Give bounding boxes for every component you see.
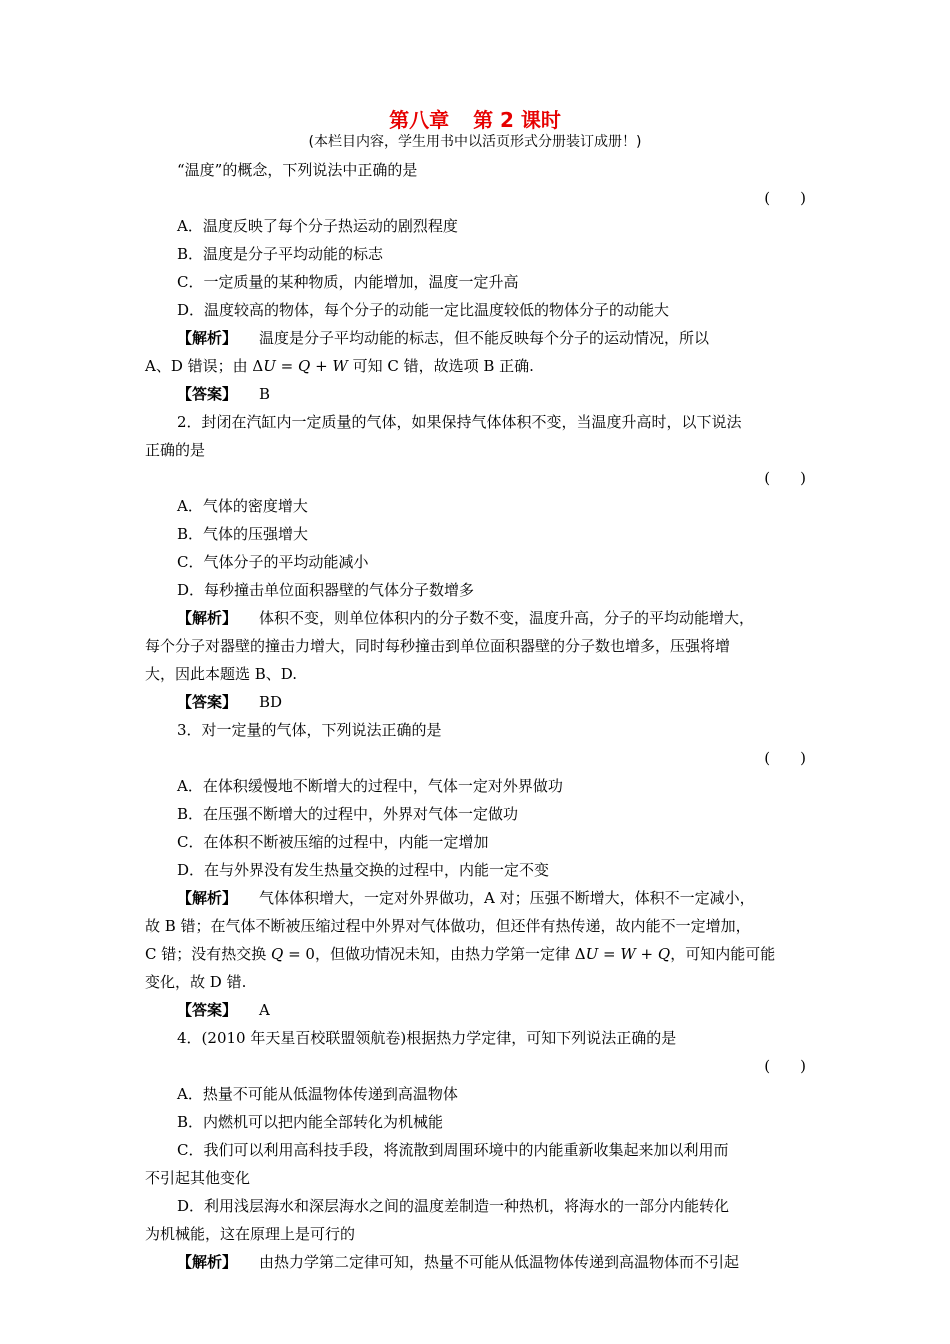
q3-option-b: B．在压强不断增大的过程中，外界对气体一定做功	[177, 805, 519, 823]
q2-answer-label: 【答案】	[177, 693, 238, 711]
q3-analysis-line4: 变化，故 D 错.	[145, 973, 247, 991]
q1-analysis	[145, 324, 810, 352]
q1-answer-label: 【答案】	[177, 385, 238, 403]
q2-option-d: D．每秒撞击单位面积器壁的气体分子数增多	[177, 581, 475, 599]
q3-option-c: C．在体积不断被压缩的过程中，内能一定增加	[177, 833, 489, 851]
q4-stem: 4．(2010 年天星百校联盟领航卷)根据热力学定律，可知下列说法正确的是	[177, 1029, 677, 1047]
q2-answer-value: BD	[259, 693, 283, 711]
q3-analysis	[145, 884, 810, 912]
page-title	[0, 104, 950, 133]
q3-option-a: A．在体积缓慢地不断增大的过程中，气体一定对外界做功	[177, 777, 563, 795]
q4-analysis-line1: 由热力学第二定律可知，热量不可能从低温物体传递到高温物体而不引起	[259, 1253, 740, 1271]
q3-analysis-label: 【解析】	[177, 889, 238, 907]
q4-answer-paren: ( )	[764, 1057, 806, 1075]
q2-option-a: A．气体的密度增大	[177, 497, 308, 515]
q1-analysis-line1: 温度是分子平均动能的标志，但不能反映每个分子的运动情况，所以	[259, 329, 710, 347]
q1-answer-value: B	[259, 385, 271, 403]
q2-analysis-line1: 体积不变，则单位体积内的分子数不变，温度升高，分子的平均动能增大，	[259, 609, 755, 627]
q3-answer-label: 【答案】	[177, 1001, 238, 1019]
q2-analysis-line3: 大，因此本题选 B、D.	[145, 665, 298, 683]
q4-analysis	[145, 1248, 810, 1276]
q4-option-d-line2: 为机械能，这在原理上是可行的	[145, 1225, 356, 1243]
q4-option-b: B．内燃机可以把内能全部转化为机械能	[177, 1113, 444, 1131]
title-chapter: 第八章	[389, 108, 450, 132]
q1-option-c: C．一定质量的某种物质，内能增加，温度一定升高	[177, 273, 519, 291]
q1-option-d: D．温度较高的物体，每个分子的动能一定比温度较低的物体分子的动能大	[177, 301, 670, 319]
q1-answer-paren: ( )	[764, 189, 806, 207]
q1-option-a: A．温度反映了每个分子热运动的剧烈程度	[177, 217, 458, 235]
q4-analysis-label: 【解析】	[177, 1253, 238, 1271]
q1-stem: “温度”的概念，下列说法中正确的是	[177, 161, 418, 179]
title-lesson: 第 2 课时	[473, 108, 561, 132]
q3-analysis-line1: 气体体积增大，一定对外界做功，A 对；压强不断增大，体积不一定减小，	[259, 889, 755, 907]
q3-analysis-line2: 故 B 错；在气体不断被压缩过程中外界对气体做功，但还伴有热传递，故内能不一定增加，	[145, 917, 751, 935]
q2-answer-paren: ( )	[764, 469, 806, 487]
q3-analysis-line3: C 错；没有热交换 Q = 0，但做功情况未知，由热力学第一定律 ΔU = W + Q，可知内能可能	[145, 945, 776, 963]
q1-analysis-line2: A、D 错误；由 ΔU = Q + W 可知 C 错，故选项 B 正确.	[145, 357, 534, 375]
q3-stem: 3．对一定量的气体，下列说法正确的是	[177, 721, 442, 739]
q1-analysis-label: 【解析】	[177, 329, 238, 347]
q2-analysis	[145, 604, 810, 632]
q4-option-d-line1: D．利用浅层海水和深层海水之间的温度差制造一种热机，将海水的一部分内能转化	[177, 1197, 730, 1215]
q1-answer	[145, 380, 810, 408]
q1-option-b: B．温度是分子平均动能的标志	[177, 245, 384, 263]
q2-answer	[145, 688, 810, 716]
q2-option-c: C．气体分子的平均动能减小	[177, 553, 369, 571]
q4-option-a: A．热量不可能从低温物体传递到高温物体	[177, 1085, 458, 1103]
q3-answer	[145, 996, 810, 1024]
q2-analysis-label: 【解析】	[177, 609, 238, 627]
q3-answer-paren: ( )	[764, 749, 806, 767]
q4-option-c-line2: 不引起其他变化	[145, 1169, 251, 1187]
q2-option-b: B．气体的压强增大	[177, 525, 309, 543]
q4-option-c-line1: C．我们可以利用高科技手段，将流散到周围环境中的内能重新收集起来加以利用而	[177, 1141, 729, 1159]
page-subtitle: (本栏目内容，学生用书中以活页形式分册装订成册！)	[308, 134, 642, 150]
q3-answer-value: A	[259, 1001, 270, 1019]
document-body	[145, 156, 810, 1276]
q3-option-d: D．在与外界没有发生热量交换的过程中，内能一定不变	[177, 861, 550, 879]
q2-stem-line2: 正确的是	[145, 441, 206, 459]
q2-stem-line1: 2．封闭在汽缸内一定质量的气体，如果保持气体体积不变，当温度升高时，以下说法	[177, 413, 742, 431]
q2-analysis-line2: 每个分子对器壁的撞击力增大，同时每秒撞击到单位面积器壁的分子数也增多，压强将增	[145, 637, 731, 655]
